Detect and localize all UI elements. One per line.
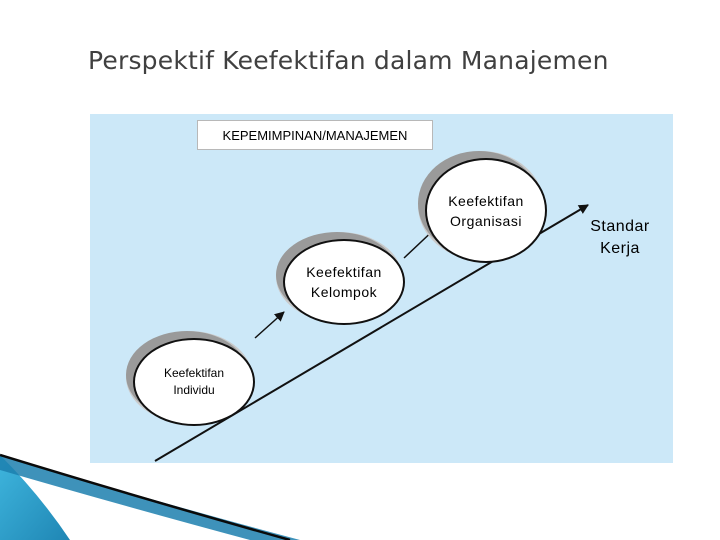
group-line1: Keefektifan [306,264,382,280]
organization-effectiveness-circle [425,158,547,263]
individual-line1: Keefektifan [163,366,225,380]
individual-line2: Individu [173,383,215,397]
standard-line1: Standar [590,218,650,235]
standard-line2: Kerja [600,240,640,257]
individual-effectiveness-circle [133,338,255,426]
organization-line1: Keefektifan [448,192,524,209]
group-effectiveness-circle [283,239,405,325]
organization-line2: Organisasi [450,212,522,229]
group-line2: Kelompok [310,284,378,300]
slide-title: Perspektif Keefektifan dalam Manajemen [88,46,609,75]
leadership-management-label: KEPEMIMPINAN/MANAJEMEN [222,127,408,143]
work-standard-label [580,216,660,260]
connector-arrow-individu-kelompok [255,312,284,338]
